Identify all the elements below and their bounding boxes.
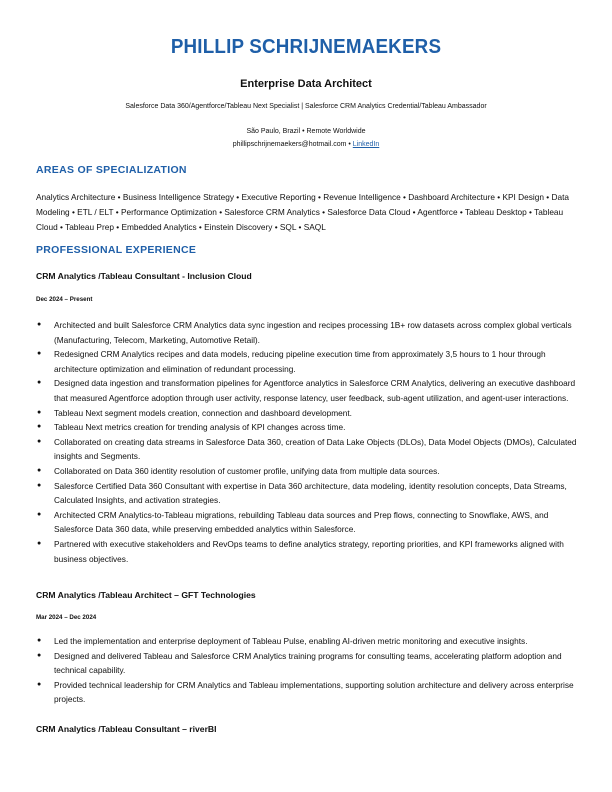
email-text: phillipschrijnemaekers@hotmail.com [232, 141, 347, 148]
job-title-riverbi: CRM Analytics /Tableau Consultant – riverBI [36, 724, 217, 734]
job-date-inclusion-cloud: Dec 2024 – Present [36, 296, 93, 303]
list-item: ● Redesigned CRM Analytics recipes and data models, reducing pipeline execution time from approximately 3,5 hours to 1 hour through architecture optimization and elimination of redundant processing. [36, 347, 578, 376]
job-title-inclusion-cloud: CRM Analytics /Tableau Consultant - Inclusion Cloud [36, 271, 252, 281]
list-item: ● Collaborated on creating data streams in Salesforce Data 360, creation of Data Lake Objects (DLOs), Data Model Objects (DMOs), Calculated insights and Segments. [36, 435, 578, 464]
job-title-gft-technologies: CRM Analytics /Tableau Architect – GFT Technologies [36, 590, 256, 600]
list-item: ● Led the implementation and enterprise deployment of Tableau Pulse, enabling AI-driven metric monitoring and executive insights. [36, 634, 578, 649]
list-item: ● Salesforce Certified Data 360 Consultant with expertise in Data 360 architecture, data modeling, identity resolution concepts, Data Streams, Calculated Insights, and activation strategies. [36, 479, 578, 508]
list-item: ● Tableau Next metrics creation for trending analysis of KPI changes across time. [36, 420, 578, 435]
job-date-gft-technologies: Mar 2024 – Dec 2024 [36, 614, 97, 621]
candidate-name: PHILLIP SCHRIJNEMAEKERS [170, 36, 442, 58]
specialization-list: Analytics Architecture • Business Intelligence Strategy • Executive Reporting • Revenue Intelligence • Dashboard Architecture • KPI Design • Data Modeling • ETL / ELT • Performance Optimization • Salesforce CRM Analytics • Salesforce Data Cloud • Agentforce • Tableau Desktop • Tableau Cloud • Tableau Prep • Embedded Analytics • Einstein Discovery • SQL • SAQL [36, 192, 570, 232]
list-item: ● Designed and delivered Tableau and Salesforce CRM Analytics training programs for consulting teams, accelerating platform adoption and technical capability. [36, 649, 578, 678]
list-item: ● Architected CRM Analytics-to-Tableau migrations, rebuilding Tableau data sources and Prep flows, connecting to Snowflake, AWS, and Salesforce Data 360 data, while preserving embedded analytics within Salesforce. [36, 508, 578, 537]
specialization-heading: AREAS OF SPECIALIZATION [36, 164, 187, 176]
list-item: ● Tableau Next segment models creation, connection and dashboard development. [36, 406, 578, 421]
candidate-tagline: Salesforce Data 360/Agentforce/Tableau Next Specialist | Salesforce CRM Analytics Credential/Tableau Ambassador [125, 103, 487, 110]
job-bullets-gft-technologies [36, 634, 578, 707]
list-item: ● Collaborated on Data 360 identity resolution of customer profile, unifying data from multiple data sources. [36, 464, 578, 479]
contact-line [0, 141, 612, 148]
candidate-location: São Paulo, Brazil • Remote Worldwide [246, 128, 366, 135]
list-item: ● Partnered with executive stakeholders and RevOps teams to define analytics strategy, reporting priorities, and KPI frameworks aligned with business objectives. [36, 537, 578, 566]
candidate-role: Enterprise Data Architect [240, 78, 372, 90]
experience-heading: PROFESSIONAL EXPERIENCE [36, 244, 197, 256]
job-bullets-inclusion-cloud [36, 318, 578, 566]
list-item: ● Architected and built Salesforce CRM Analytics data sync ingestion and recipes processing 1B+ row datasets across complex global verticals (Manufacturing, Telecom, Marketing, Automotive Retail). [36, 318, 578, 347]
list-item: ● Designed data ingestion and transformation pipelines for Agentforce analytics in Salesforce CRM Analytics, delivering an executive dashboard that measured Agentforce adoption through user activity, response latency, user feedback, sub-agent utilization, and agent-user interactions. [36, 376, 578, 405]
list-item: ● Provided technical leadership for CRM Analytics and Tableau implementations, supporting solution architecture and delivery across enterprise projects. [36, 678, 578, 707]
contact-separator: • [346, 141, 353, 148]
linkedin-link[interactable]: LinkedIn [352, 141, 380, 148]
